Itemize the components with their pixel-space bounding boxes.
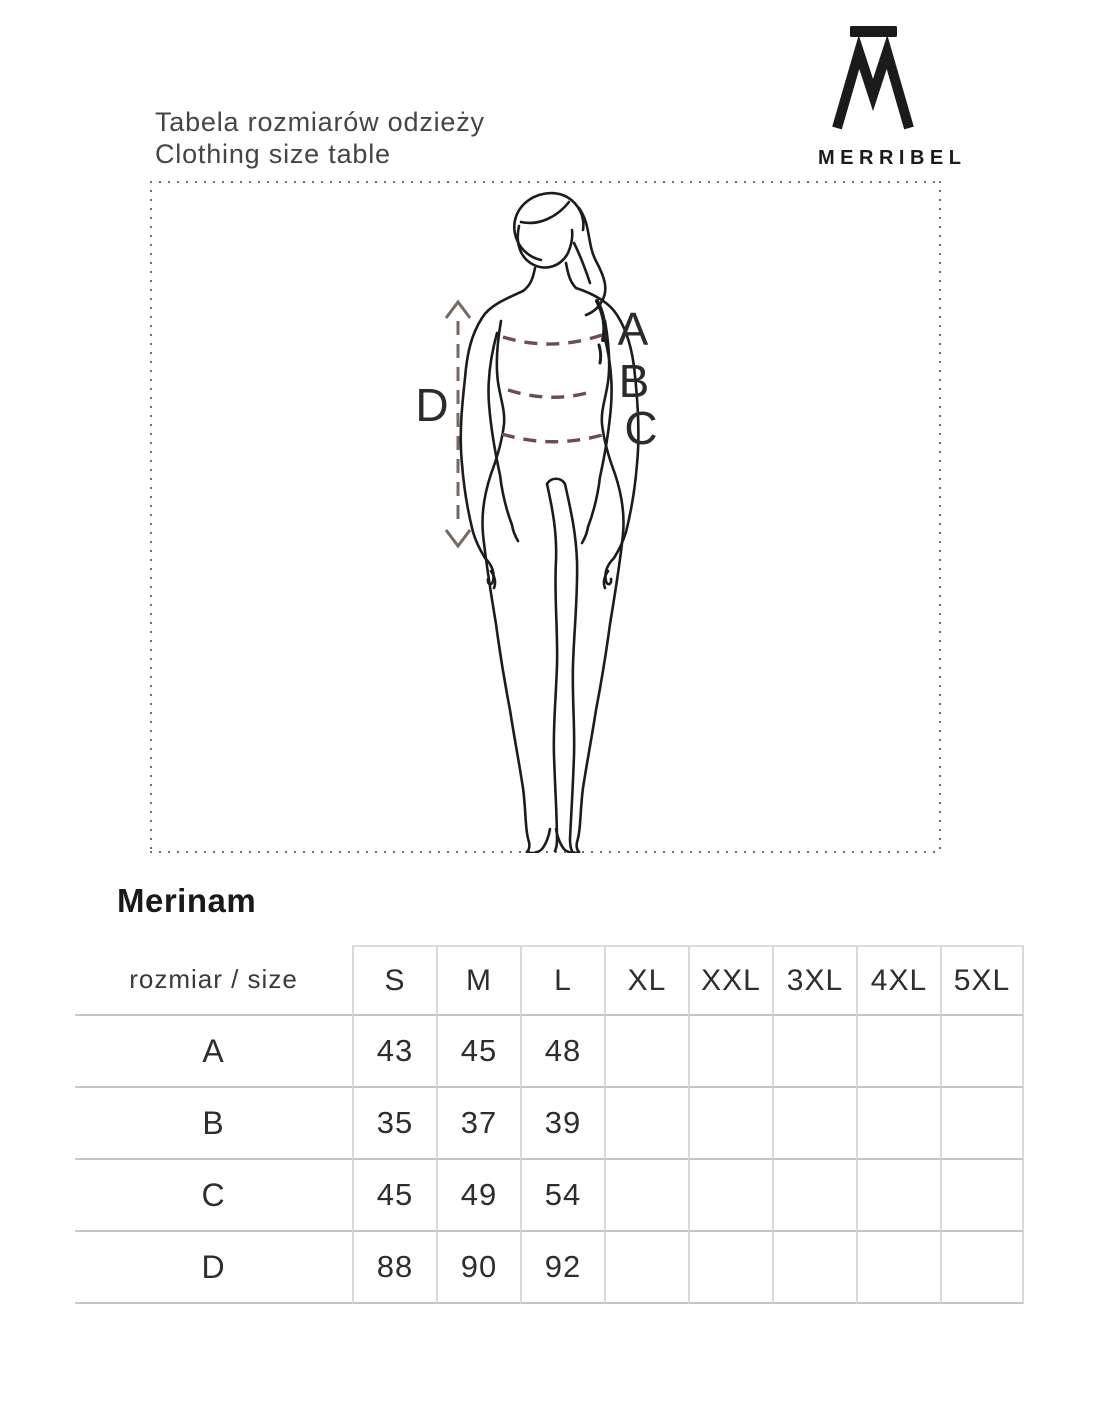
value-cell	[856, 1016, 940, 1088]
column-header-4xl: 4XL	[856, 945, 940, 1016]
length-arrow-icon	[446, 302, 470, 546]
column-header-m: M	[436, 945, 520, 1016]
value-cell: 48	[520, 1016, 604, 1088]
value-cell	[940, 1232, 1024, 1304]
product-name: Merinam	[117, 882, 257, 919]
value-cell	[688, 1088, 772, 1160]
value-cell	[772, 1016, 856, 1088]
column-header-5xl: 5XL	[940, 945, 1024, 1016]
value-cell: 45	[436, 1016, 520, 1088]
merribel-m-icon	[823, 16, 923, 144]
value-cell: 92	[520, 1232, 604, 1304]
value-cell	[604, 1016, 688, 1088]
value-cell: 35	[352, 1088, 436, 1160]
column-header-l: L	[520, 945, 604, 1016]
brand-logo	[818, 16, 967, 170]
row-label: A	[75, 1016, 352, 1088]
title-english: Clothing size table	[155, 139, 391, 169]
value-cell: 49	[436, 1160, 520, 1232]
size-table-corner-label: rozmiar / size	[75, 945, 352, 1016]
value-cell: 39	[520, 1088, 604, 1160]
column-header-s: S	[352, 945, 436, 1016]
value-cell	[856, 1088, 940, 1160]
value-cell	[772, 1088, 856, 1160]
value-cell: 90	[436, 1232, 520, 1304]
column-header-xxl: XXL	[688, 945, 772, 1016]
value-cell	[688, 1232, 772, 1304]
row-label: C	[75, 1160, 352, 1232]
measure-label-b: B	[618, 355, 650, 407]
value-cell	[772, 1232, 856, 1304]
measurement-diagram-box	[150, 181, 941, 853]
value-cell	[772, 1160, 856, 1232]
value-cell	[604, 1088, 688, 1160]
measure-label-d: D	[415, 379, 449, 431]
value-cell	[940, 1160, 1024, 1232]
value-cell: 45	[352, 1160, 436, 1232]
value-cell	[688, 1160, 772, 1232]
measure-label-c: C	[624, 402, 658, 454]
body-figure-illustration	[150, 181, 941, 853]
value-cell	[604, 1160, 688, 1232]
row-label: B	[75, 1088, 352, 1160]
column-header-3xl: 3XL	[772, 945, 856, 1016]
value-cell: 88	[352, 1232, 436, 1304]
page-title	[155, 106, 485, 170]
measurement-dash-lines	[502, 335, 602, 442]
size-table	[75, 945, 1024, 1304]
value-cell	[856, 1160, 940, 1232]
brand-name: MERRIBEL	[818, 147, 967, 169]
value-cell	[940, 1088, 1024, 1160]
value-cell	[688, 1016, 772, 1088]
title-polish: Tabela rozmiarów odzieży	[155, 107, 485, 137]
measure-label-a: A	[617, 303, 649, 355]
value-cell: 37	[436, 1088, 520, 1160]
value-cell: 43	[352, 1016, 436, 1088]
row-label: D	[75, 1232, 352, 1304]
value-cell: 54	[520, 1160, 604, 1232]
value-cell	[604, 1232, 688, 1304]
value-cell	[940, 1016, 1024, 1088]
column-header-xl: XL	[604, 945, 688, 1016]
value-cell	[856, 1232, 940, 1304]
